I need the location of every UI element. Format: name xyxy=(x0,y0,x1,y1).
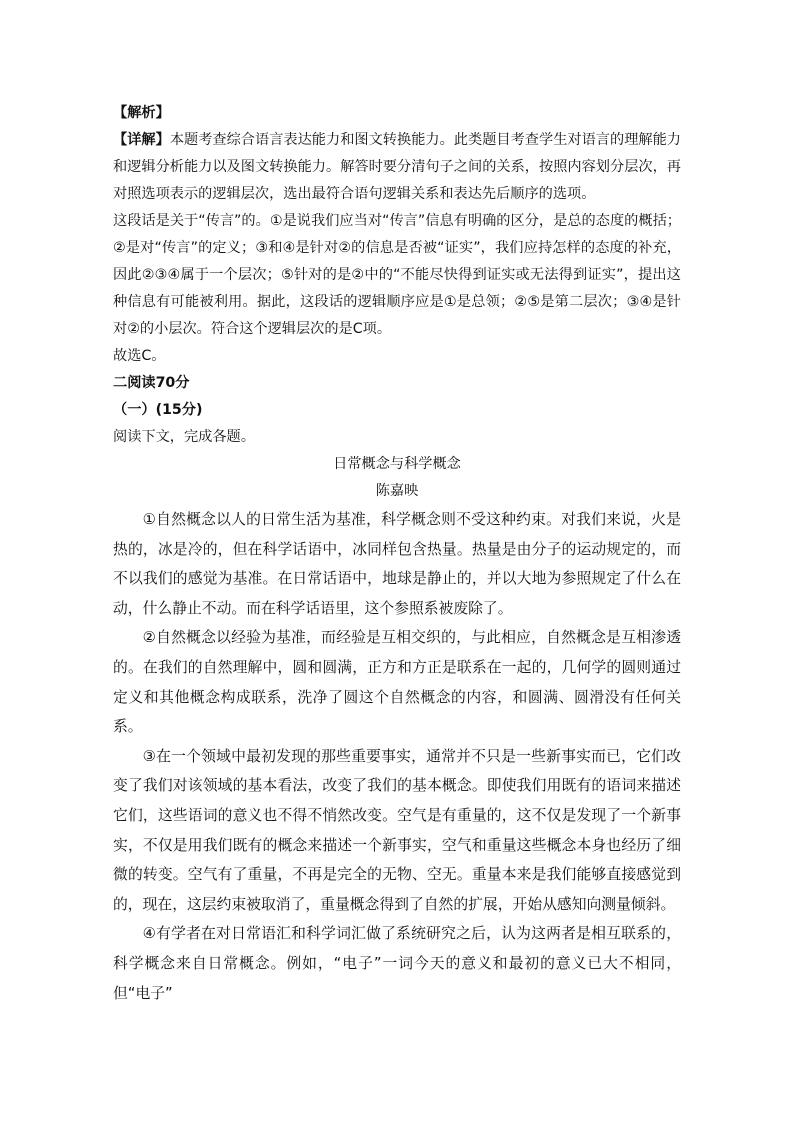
document-content xyxy=(113,100,681,1008)
article-paragraph-4: ④有学者在对日常语汇和科学词汇做了系统研究之后，认为这两者是相互联系的，科学概念来自日常概念。例如，“电子”一词今天的意义和最初的意义已大不相同，但“电子” xyxy=(113,925,681,1002)
section-subtitle: （一）(15分) xyxy=(113,402,203,418)
detail-text: 本题考查综合语言表达能力和图文转换能力。此类题目考查学生对语言的理解能力和逻辑分析能力以及图文转换能力。解答时要分清句子之间的关系，按照内容划分层次，再对照选项表示的逻辑层次，选出最符合语句逻辑关系和表达先后顺序的选项。 xyxy=(113,132,681,202)
detail-label: 【详解】 xyxy=(113,132,170,148)
article-title: 日常概念与科学概念 xyxy=(333,456,461,472)
analysis-heading: 【解析】 xyxy=(113,105,170,121)
analysis-answer: 故选C。 xyxy=(113,348,166,364)
section-instruction: 阅读下文，完成各题。 xyxy=(113,429,255,445)
article-paragraph-2: ②自然概念以经验为基准，而经验是互相交织的，与此相应，自然概念是互相渗透的。在我们的自然理解中，圆和圆满，正方和方正是联系在一起的，几何学的圆则通过定义和其他概念构成联系，洗净了圆这个自然概念的内容，和圆满、圆滑没有任何关系。 xyxy=(113,629,681,736)
analysis-paragraph: 这段话是关于“传言”的。①是说我们应当对“传言”信息有明确的区分，是总的态度的概括；②是对“传言”的定义；③和④是针对②的信息是否被“证实”，我们应持怎样的态度的补充，因此②③④属于一个层次；⑤针对的是②中的“不能尽快得到证实或无法得到证实”，提出这种信息有可能被利用。据此，这段话的逻辑顺序应是①是总领；②⑤是第二层次；③④是针对②的小层次。符合这个逻辑层次的是C项。 xyxy=(113,213,681,337)
article-paragraph-1: ①自然概念以人的日常生活为基准，科学概念则不受这种约束。对我们来说，火是热的，冰是冷的，但在科学话语中，冰同样包含热量。热量是由分子的运动规定的，而不以我们的感觉为基准。在日常话语中，地球是静止的，并以大地为参照规定了什么在动，什么静止不动。而在科学话语里，这个参照系被废除了。 xyxy=(113,511,681,617)
article-paragraph-3: ③在一个领域中最初发现的那些重要事实，通常并不只是一些新事实而已，它们改变了我们对该领域的基本看法，改变了我们的基本概念。即使我们用既有的语词来描述它们，这些语词的意义也不得不悄然改变。空气是有重量的，这不仅是发现了一个新事实，不仅是用我们既有的概念来描述一个新事实，空气和重量这些概念本身也经历了细微的转变。空气有了重量，不再是完全的无物、空无。重量本来是我们能够直接感觉到的，现在，这层约束被取消了，重量概念得到了自然的扩展，开始从感知向测量倾斜。 xyxy=(113,747,681,913)
analysis-detail xyxy=(113,127,681,208)
article-author: 陈嘉映 xyxy=(375,483,419,499)
section-title: 二阅读70分 xyxy=(113,375,190,391)
